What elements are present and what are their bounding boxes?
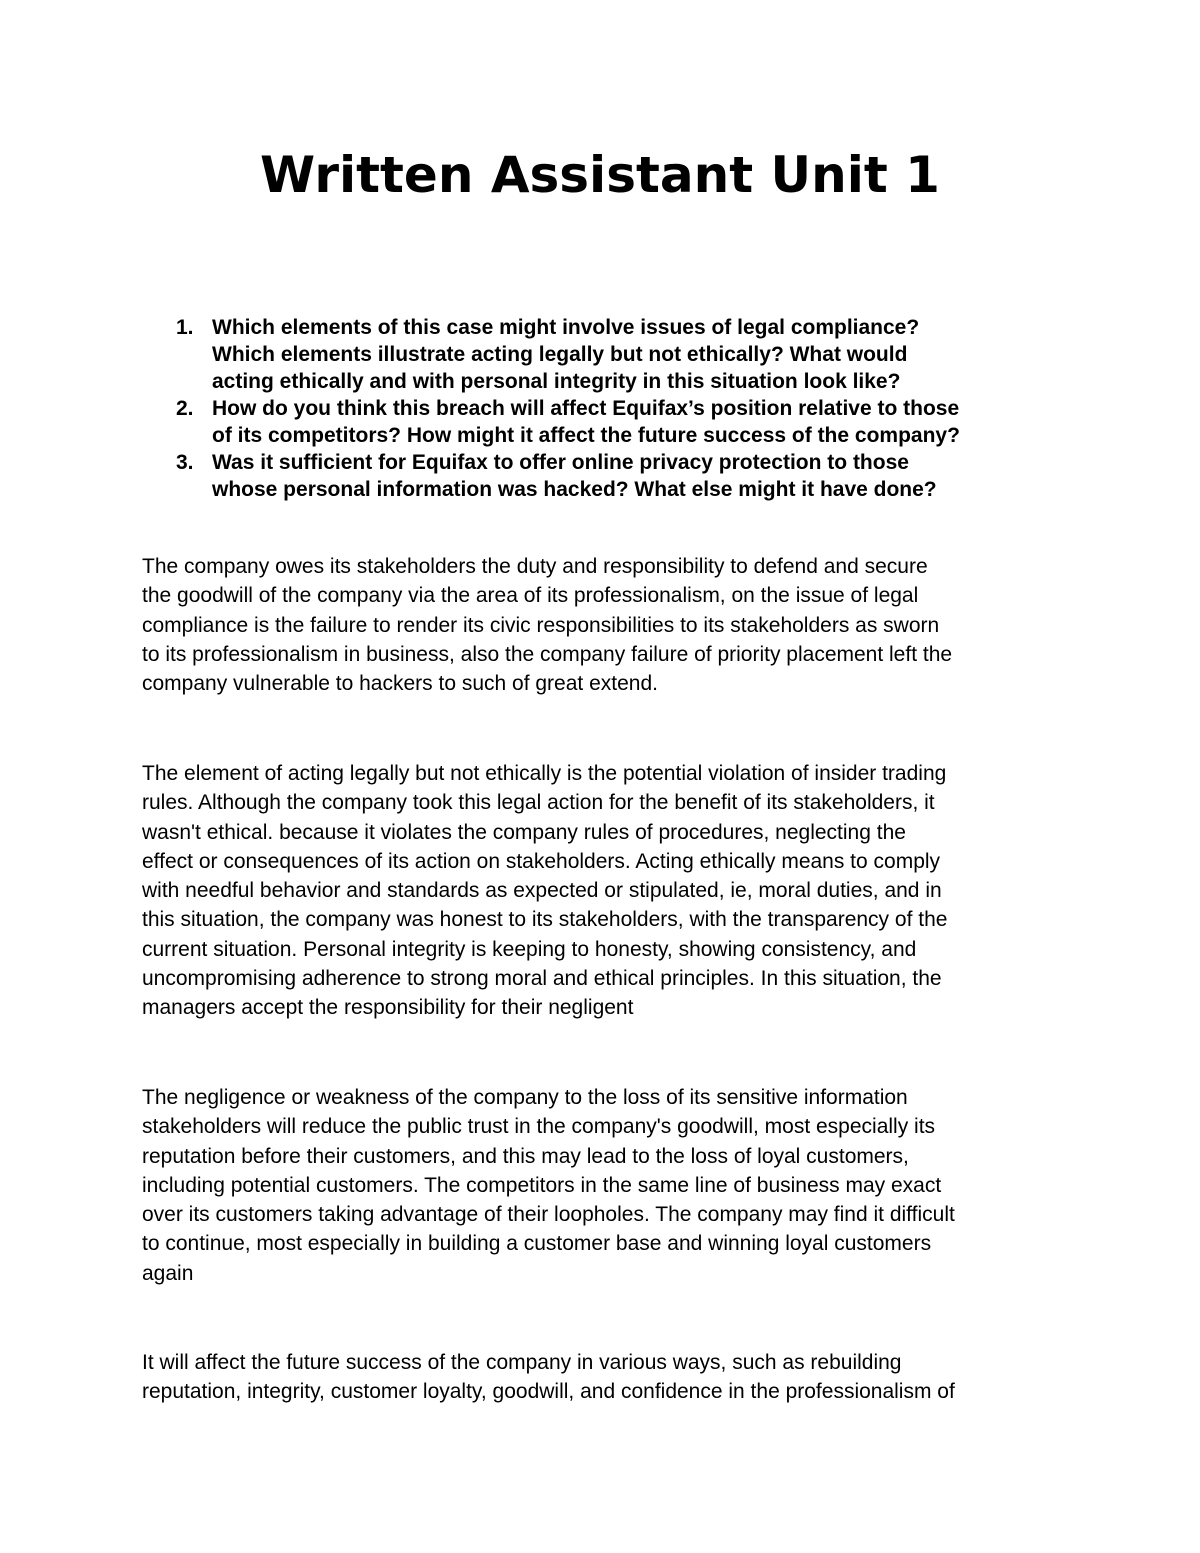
question-item: [168, 449, 1068, 503]
paragraph-line: effect or consequences of its action on stakeholders. Acting ethically means to comply: [142, 849, 941, 873]
paragraph-line: this situation, the company was honest to its stakeholders, with the transparency of the: [142, 908, 948, 932]
paragraph-line: The negligence or weakness of the company to the loss of its sensitive information: [142, 1086, 908, 1109]
question-item: [168, 314, 1068, 395]
document-title: Written Assistant Unit 1: [260, 146, 940, 204]
question-line: How do you think this breach will affect Equifax’s position relative to those: [212, 397, 960, 420]
question-line: of its competitors? How might it affect the future success of the company?: [212, 424, 960, 447]
question-number: 1.: [176, 316, 194, 339]
answer-paragraph-legal-compliance: [142, 552, 1082, 698]
paragraph-line: stakeholders will reduce the public trust in the company's goodwill, most especially its: [142, 1115, 936, 1139]
question-line: Which elements of this case might involve issues of legal compliance?: [212, 316, 920, 339]
paragraph-line: It will affect the future success of the company in various ways, such as rebuilding: [142, 1351, 902, 1374]
question-line: whose personal information was hacked? What else might it have done?: [212, 478, 937, 501]
paragraph-line: to its professionalism in business, also the company failure of priority placement left the: [142, 642, 953, 666]
question-number: 2.: [176, 397, 194, 420]
question-item: [168, 395, 1068, 449]
paragraph-line: current situation. Personal integrity is keeping to honesty, showing consistency, and: [142, 937, 917, 961]
paragraph-line: to continue, most especially in building a customer base and winning loyal customers: [142, 1232, 932, 1256]
paragraph-line: reputation, integrity, customer loyalty, goodwill, and confidence in the professionalism of: [142, 1380, 955, 1404]
question-list: [168, 314, 1068, 503]
paragraph-line: The company owes its stakeholders the duty and responsibility to defend and secure: [142, 555, 928, 578]
paragraph-line: company vulnerable to hackers to such of great extend.: [142, 672, 658, 696]
question-number: 3.: [176, 451, 194, 474]
paragraph-line: the goodwill of the company via the area of its professionalism, on the issue of legal: [142, 584, 919, 608]
paragraph-line: wasn't ethical. because it violates the company rules of procedures, neglecting the: [142, 820, 906, 844]
answer-paragraph-future-success: [142, 1348, 1082, 1407]
question-line: acting ethically and with personal integrity in this situation look like?: [212, 370, 901, 393]
paragraph-line: managers accept the responsibility for their negligent: [142, 996, 634, 1020]
question-line: Which elements illustrate acting legally but not ethically? What would: [212, 343, 908, 366]
paragraph-line: with needful behavior and standards as expected or stipulated, ie, moral duties, and in: [142, 879, 942, 903]
answer-paragraph-ethics: [142, 759, 1082, 1023]
question-line: Was it sufficient for Equifax to offer online privacy protection to those: [212, 451, 909, 474]
paragraph-line: including potential customers. The competitors in the same line of business may exact: [142, 1173, 942, 1197]
paragraph-line: rules. Although the company took this legal action for the benefit of its stakeholders, it: [142, 791, 935, 815]
paragraph-line: over its customers taking advantage of their loopholes. The company may find it difficult: [142, 1203, 955, 1227]
paragraph-line: The element of acting legally but not ethically is the potential violation of insider trading: [142, 762, 947, 785]
answer-paragraph-negligence: [142, 1083, 1082, 1288]
paragraph-line: compliance is the failure to render its civic responsibilities to its stakeholders as sworn: [142, 613, 940, 637]
paragraph-line: again: [142, 1261, 194, 1285]
paragraph-line: uncompromising adherence to strong moral and ethical principles. In this situation, the: [142, 967, 942, 991]
paragraph-line: reputation before their customers, and this may lead to the loss of loyal customers,: [142, 1144, 909, 1168]
